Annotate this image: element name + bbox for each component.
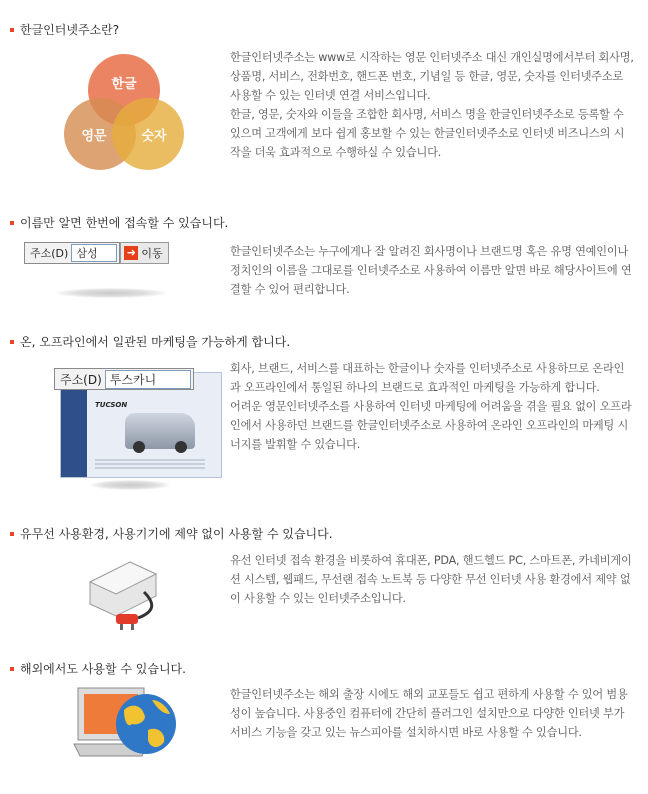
site-footer <box>95 459 205 469</box>
paragraph: 유선 인터넷 접속 환경을 비롯하여 휴대폰, PDA, 핸드헬드 PC, 스마트폰, 카네비게이션 시스템, 웹패드, 무선랜 접속 노트북 등 다양한 무선 인터넷 사용 환경에서 제약 없이 사용할 수 있는 인터넷주소입니다. <box>230 554 632 605</box>
section-body <box>230 242 634 299</box>
venn-circle-english: 영문 <box>64 98 136 170</box>
go-button[interactable] <box>120 242 168 264</box>
venn-circle-number: 숫자 <box>112 98 184 170</box>
shadow <box>56 288 166 298</box>
paragraph: 회사, 브랜드, 서비스를 대표하는 한글이나 숫자를 인터넷주소로 사용하므로 온라인과 오프라인에서 통일된 하나의 브랜드로 효과적인 마케팅을 가능하게 합니다. <box>230 362 625 394</box>
section-heading: 해외에서도 사용할 수 있습니다. <box>10 660 186 677</box>
section-heading: 온, 오프라인에서 일관된 마케팅을 가능하게 합니다. <box>10 333 290 350</box>
bullet-icon <box>10 340 14 344</box>
bullet-icon <box>10 221 14 225</box>
section-heading: 이름만 알면 한번에 접속할 수 있습니다. <box>10 214 228 231</box>
address-label: 주소(D) <box>30 247 69 260</box>
paragraph: 한글인터넷주소는 해외 출장 시에도 해외 교포들도 쉽고 편하게 사용할 수 있어 범용성이 높습니다. 사용중인 컴퓨터에 간단히 플러그인 설치만으로 다양한 인터넷 부가 서비스 기능을 갖고 있는 뉴스피아를 설치하시면 바로 사용할 수 있습니다. <box>230 688 628 739</box>
section-body <box>230 48 634 162</box>
address-label: 주소(D) <box>60 372 102 387</box>
section-heading: 한글인터넷주소란? <box>10 21 119 38</box>
paragraph: 한글, 영문, 숫자와 이들을 조합한 회사명, 서비스 명을 한글인터넷주소로 등록할 수 있으며 고객에게 보다 쉽게 홍보할 수 있는 한글인터넷주소로 인터넷 비즈니스의 시작을 더욱 효과적으로 수행하실 수 있습니다. <box>230 108 625 159</box>
section-body <box>230 685 634 742</box>
shadow <box>90 480 170 490</box>
section-body <box>230 359 634 454</box>
bullet-icon <box>10 28 14 32</box>
address-bar <box>24 242 169 264</box>
go-label: 이동 <box>141 247 163 260</box>
car-image <box>125 413 195 449</box>
plug-device-icon <box>84 552 174 632</box>
venn-diagram <box>64 54 194 174</box>
address-input[interactable]: 삼성 <box>71 244 117 262</box>
address-bar <box>54 368 194 390</box>
address-field[interactable] <box>24 242 120 264</box>
venn-circle-hangul: 한글 <box>88 54 160 126</box>
address-field[interactable] <box>54 368 194 390</box>
arrow-right-icon: ➜ <box>124 246 138 260</box>
paragraph: 한글인터넷주소는 누구에게나 잘 알려진 회사명이나 브랜드명 혹은 유명 연예인이나 정치인의 이름을 그대로를 인터넷주소로 사용하여 이름만 알면 바로 해당사이트에 연결할 수 있어 편리합니다. <box>230 245 632 296</box>
paragraph: 한글인터넷주소는 www로 시작하는 영문 인터넷주소 대신 개인실명에서부터 회사명, 상품명, 서비스, 전화번호, 핸드폰 번호, 기념일 등 한글, 영문, 숫자를 인터넷주소로 사용할 수 있는 인터넷 연결 서비스입니다. <box>230 51 634 102</box>
section-body <box>230 551 634 608</box>
address-input[interactable]: 투스카니 <box>105 370 191 389</box>
site-logo: TUCSON <box>95 401 128 409</box>
bullet-icon <box>10 667 14 671</box>
paragraph: 어려운 영문인터넷주소를 사용하여 인터넷 마케팅에 어려움을 겪을 필요 없이 오프라인에서 사용하던 브랜드를 한글인터넷주소로 사용하여 온라인 오프라인의 마케팅 시너지를 발휘할 수 있습니다. <box>230 400 632 451</box>
bullet-icon <box>10 532 14 536</box>
section-heading: 유무선 사용환경, 사용기기에 제약 없이 사용할 수 있습니다. <box>10 525 333 542</box>
globe-monitor-icon <box>72 680 182 762</box>
